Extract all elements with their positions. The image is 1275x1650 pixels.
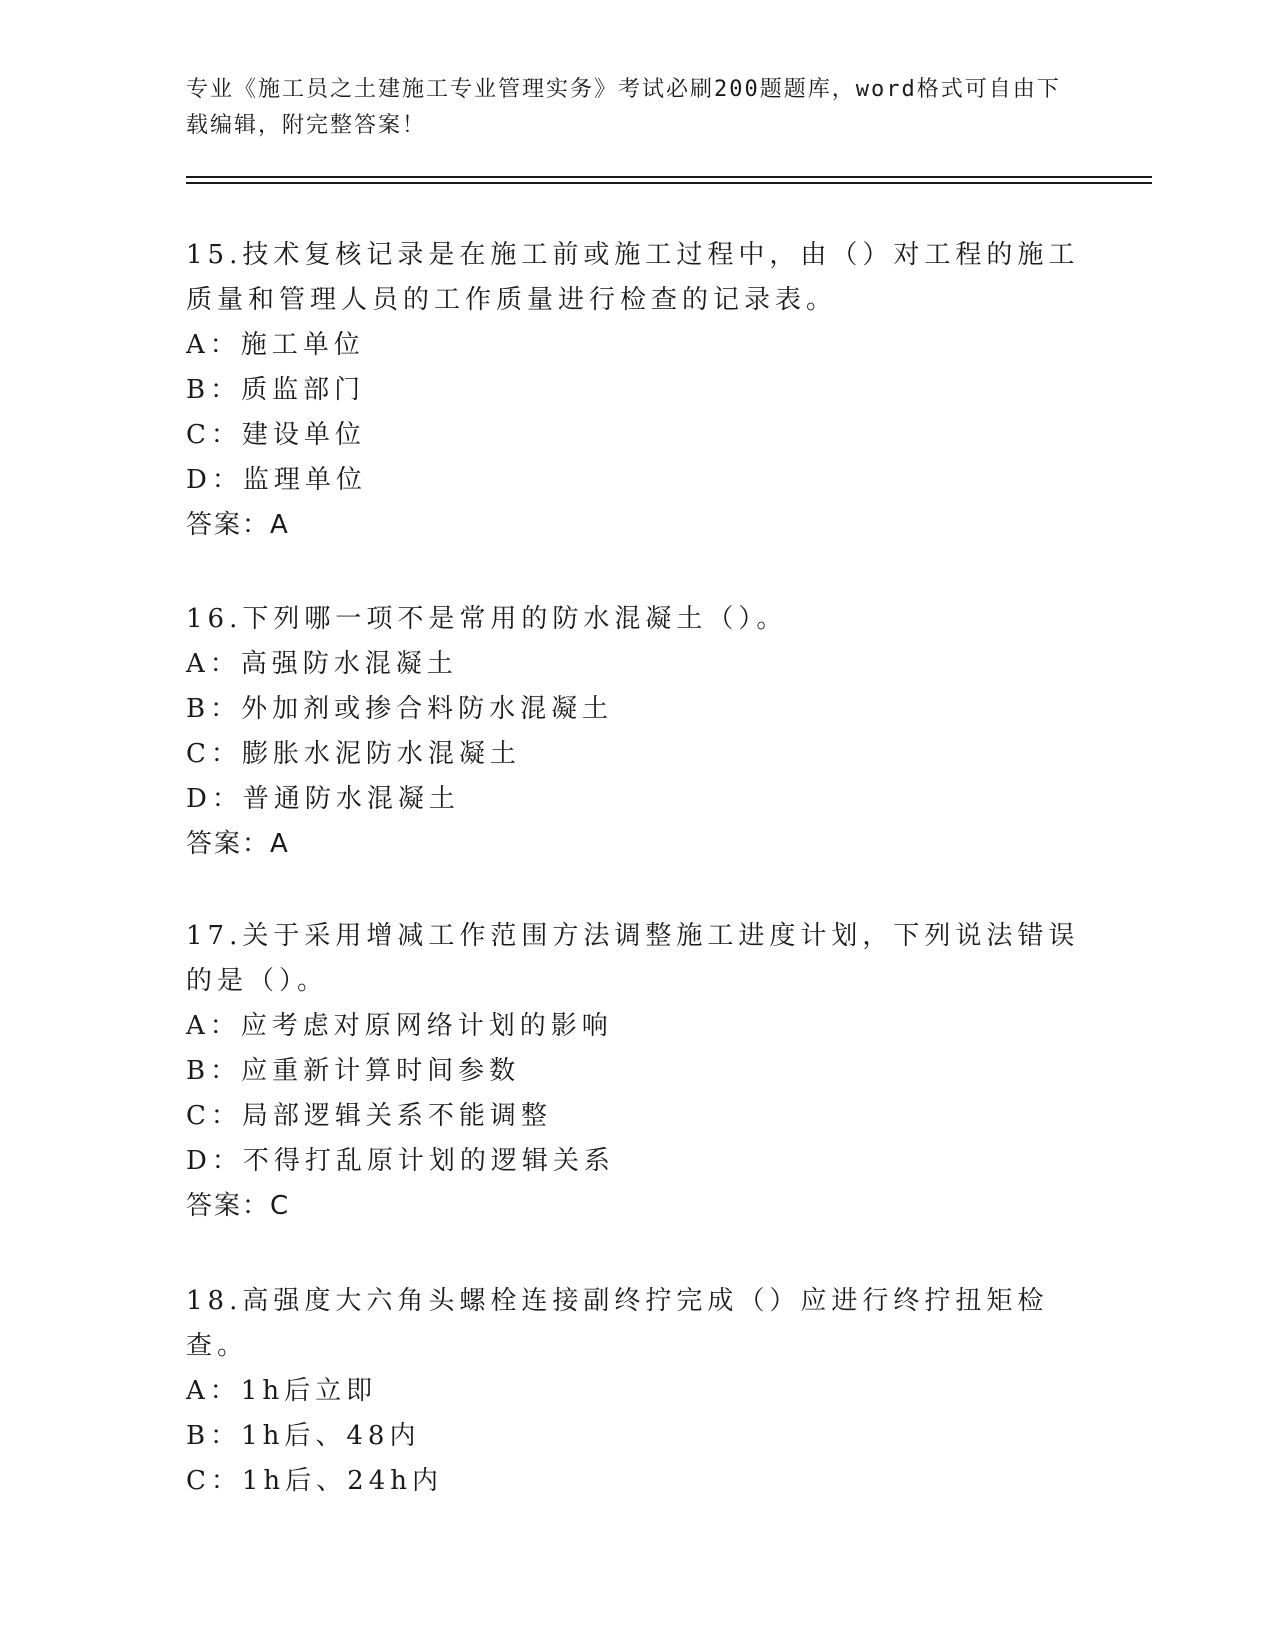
- answer-line: 答案：A: [186, 510, 290, 540]
- header-divider-bottom: [186, 182, 1152, 184]
- option-c: C：局部逻辑关系不能调整: [186, 1101, 552, 1131]
- question-17: [186, 914, 1086, 1229]
- header-divider-top: [186, 176, 1152, 178]
- question-text: 16.下列哪一项不是常用的防水混凝土（）。: [186, 604, 788, 634]
- document-header: 专业《施工员之土建施工专业管理实务》考试必刷200题题库，word格式可自由下载编辑，附完整答案！: [186, 77, 1061, 138]
- question-text: 15.技术复核记录是在施工前或施工过程中，由（）对工程的施工质量和管理人员的工作质量进行检查的记录表。: [186, 240, 1080, 315]
- question-text: 18.高强度大六角头螺栓连接副终拧完成（）应进行终拧扭矩检查。: [186, 1286, 1049, 1361]
- question-18: [186, 1279, 1086, 1504]
- option-d: D：监理单位: [186, 465, 367, 495]
- option-c: C：1h后、24h内: [186, 1466, 444, 1496]
- option-d: D：普通防水混凝土: [186, 784, 460, 814]
- option-a: A：1h后立即: [186, 1376, 378, 1406]
- option-b: B：质监部门: [186, 375, 366, 405]
- option-a: A：应考虑对原网络计划的影响: [186, 1011, 613, 1041]
- option-b: B：1h后、48内: [186, 1421, 421, 1451]
- question-15: [186, 233, 1086, 548]
- option-c: C：膨胀水泥防水混凝土: [186, 739, 521, 769]
- option-a: A：高强防水混凝土: [186, 649, 458, 679]
- option-b: B：外加剂或掺合料防水混凝土: [186, 694, 614, 724]
- option-c: C：建设单位: [186, 420, 366, 450]
- option-d: D：不得打乱原计划的逻辑关系: [186, 1146, 615, 1176]
- question-text: 17.关于采用增减工作范围方法调整施工进度计划，下列说法错误的是（）。: [186, 921, 1080, 996]
- option-b: B：应重新计算时间参数: [186, 1056, 521, 1086]
- option-a: A：施工单位: [186, 330, 365, 360]
- answer-line: 答案：C: [186, 1191, 291, 1221]
- answer-line: 答案：A: [186, 829, 290, 859]
- question-16: [186, 597, 1086, 867]
